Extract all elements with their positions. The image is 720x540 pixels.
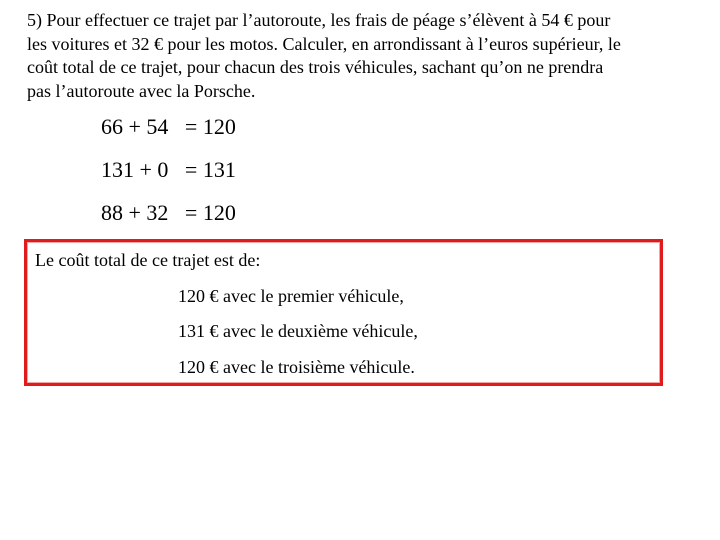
question-text [27,9,695,103]
calculation-vehicle-1: 66 + 54 = 120 [101,114,236,139]
answer-box [24,239,663,386]
question-line-3: coût total de ce trajet, pour chacun des trois véhicules, sachant qu’on ne prendra [27,57,604,77]
question-line-1: 5) Pour effectuer ce trajet par l’autoroute, les frais de péage s’élèvent à 54 € pour [27,10,611,30]
calculation-vehicle-2: 131 + 0 = 131 [101,157,236,182]
answer-intro: Le coût total de ce trajet est de: [35,250,261,270]
answer-line-vehicle-3: 120 € avec le troisième véhicule. [178,357,415,377]
answer-line-vehicle-1: 120 € avec le premier véhicule, [178,286,404,306]
answer-line-vehicle-2: 131 € avec le deuxième véhicule, [178,321,418,341]
question-line-4: pas l’autoroute avec la Porsche. [27,80,256,101]
calculation-vehicle-3: 88 + 32 = 120 [101,200,236,225]
question-line-2: les voitures et 32 € pour les motos. Calculer, en arrondissant à l’euros supérieur, le [27,33,621,54]
